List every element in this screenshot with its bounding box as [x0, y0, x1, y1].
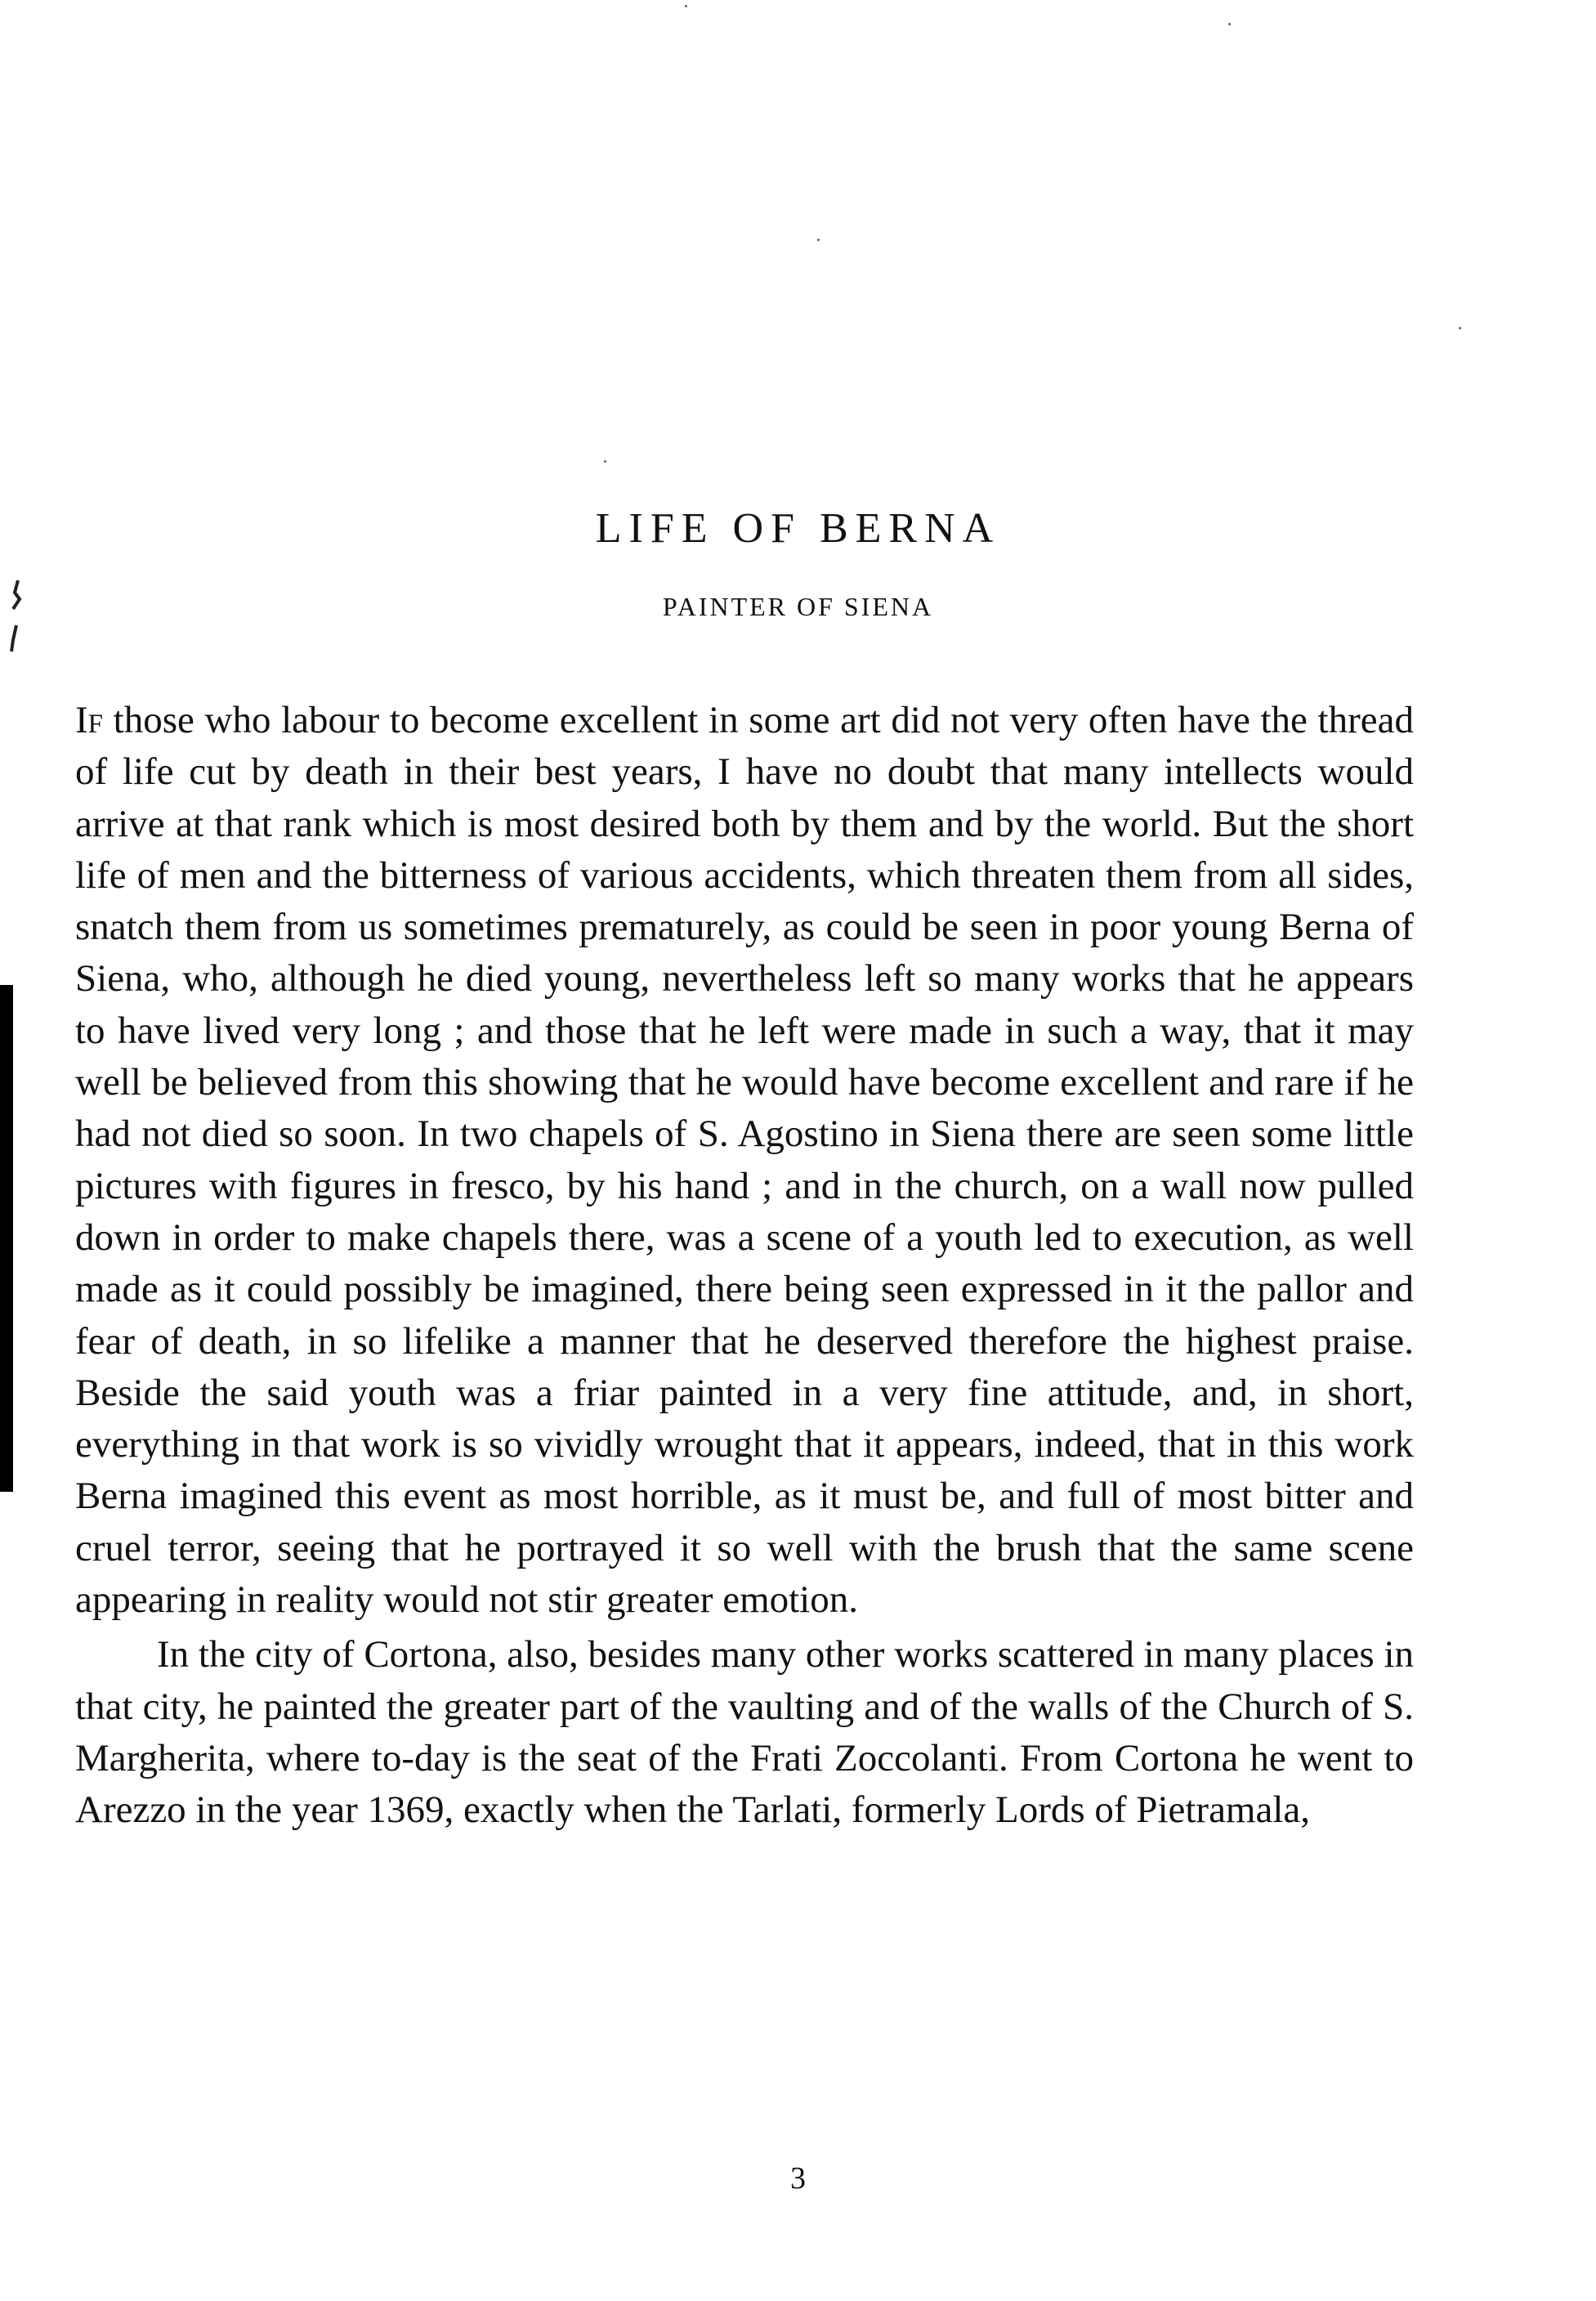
paragraph-2: In the city of Cortona, also, besides many other works scattered in many places in that city, he painted the greater part of the vaulting and of the walls of the Church of S. Margherita, where to-day is the seat of the Frati Zoccolanti. From Cortona he went to Arezzo in the year 1369, exactly when the Tarlati, formerly Lords of Pietramala,: [75, 1633, 1414, 1832]
chapter-subtitle: PAINTER OF SIENA: [662, 592, 934, 621]
margin-scan-bar: [0, 985, 13, 1492]
paragraph-1-text: those who labour to become excellent in some art did not very often have the thread of life cut by death in their best years, I have no doubt that many intellects would arrive at that rank which is most desired both by them and by the world. But the short life of men and the bitterness of various accidents, which threaten them from all sides, snatch them from us sometimes prematurely, as could be seen in poor young Berna of Siena, who, although he died young, nevertheless left so many works that he appears to have lived very long ; and those that he left were made in such a way, that it may well be believed from this showing that he would have become excellent and rare if he had not died so soon. In two chapels of S. Agostino in Siena there are seen some little pictures with figures in fresco, by his hand ; and in the church, on a wall now pulled down in order to make chapels there, was a scene of a youth led to execution, as well made as it could possibly be imagined, there being seen expressed in it the pallor and fear of death, in so lifelike a manner that he deserved therefore the highest praise. Beside the said youth was a friar painted in a very fine attitude, and, in short, everything in that work is so vividly wrought that it appears, indeed, that in this work Berna imagined this event as most horrible, as it must be, and full of most bitter and cruel terror, seeing that he portrayed it so well with the brush that the same scene appearing in reality would not stir greater emotion.: [75, 699, 1414, 1622]
chapter-title: LIFE OF BERNA: [595, 505, 1001, 552]
scan-speck: [1459, 327, 1461, 329]
body-text: [75, 695, 1414, 1837]
paragraph-1: [75, 695, 1414, 1626]
scan-speck: [685, 5, 687, 7]
drop-initial: If: [75, 699, 104, 741]
scan-speck: [817, 239, 820, 241]
scan-speck: [604, 460, 606, 463]
page-number: 3: [790, 2161, 806, 2196]
scan-speck: [1228, 23, 1231, 25]
